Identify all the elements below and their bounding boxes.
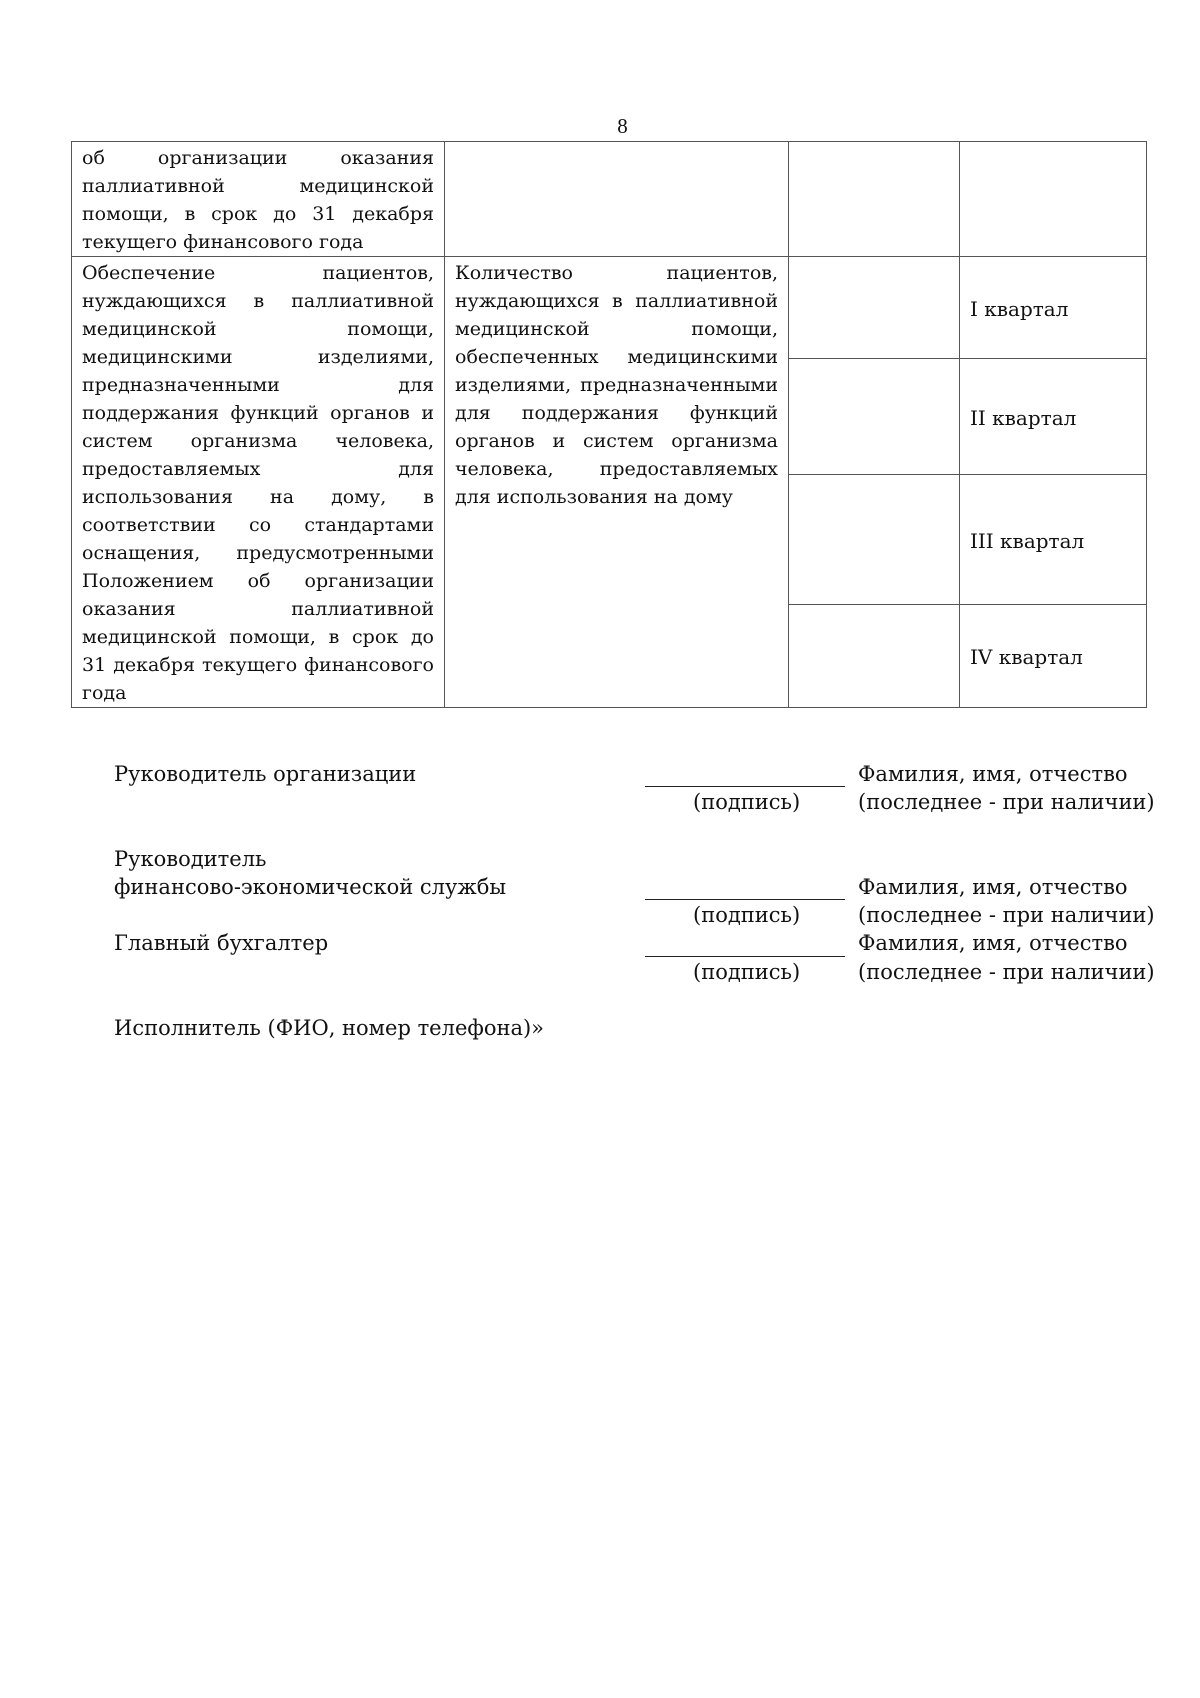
quarter-label: III квартал bbox=[960, 475, 1147, 604]
signature-caption-accountant: (подпись) bbox=[693, 960, 801, 984]
signature-label-finance-1: Руководитель bbox=[114, 847, 267, 871]
signature-line-finance bbox=[645, 899, 845, 900]
signature-line-accountant bbox=[645, 956, 845, 957]
table-cell-value bbox=[789, 604, 960, 707]
table-cell-empty bbox=[960, 142, 1147, 257]
table-cell-continuation: об организации оказания паллиативной медицинской помощи, в срок до 31 декабря текущего финансового года bbox=[72, 142, 445, 257]
fio-label-head: Фамилия, имя, отчество bbox=[858, 762, 1128, 786]
signature-caption-head: (подпись) bbox=[693, 790, 801, 814]
fio-note-head: (последнее - при наличии) bbox=[858, 790, 1155, 814]
table-cell-indicator: Количество пациентов, нуждающихся в паллиативной медицинской помощи, обеспеченных медицинскими изделиями, предназначенными для поддержания функций органов и систем организма человека, предоставляемых для использования на дому bbox=[445, 257, 789, 708]
fio-label-finance: Фамилия, имя, отчество bbox=[858, 875, 1128, 899]
table-cell-activity: Обеспечение пациентов, нуждающихся в паллиативной медицинской помощи, медицинскими изделиями, предназначенными для поддержания функций органов и систем организма человека, предоставляемых для использования на дому, в соответствии со стандартами оснащения, предусмотренными Положением об организации оказания паллиативной медицинской помощи, в срок до 31 декабря текущего финансового года bbox=[72, 257, 445, 708]
signature-caption-finance: (подпись) bbox=[693, 903, 801, 927]
signature-label-head: Руководитель организации bbox=[114, 762, 417, 786]
fio-note-finance: (последнее - при наличии) bbox=[858, 903, 1155, 927]
quarter-label: II квартал bbox=[960, 359, 1147, 475]
table-cell-empty bbox=[445, 142, 789, 257]
table-cell-empty bbox=[789, 142, 960, 257]
signature-label-finance-2: финансово-экономической службы bbox=[114, 875, 507, 899]
table-row bbox=[72, 142, 1147, 257]
signature-label-accountant: Главный бухгалтер bbox=[114, 931, 329, 955]
table-cell-value bbox=[789, 475, 960, 604]
executor-label: Исполнитель (ФИО, номер телефона)» bbox=[114, 1016, 545, 1040]
signature-line-head bbox=[645, 786, 845, 787]
table-cell-value bbox=[789, 257, 960, 359]
quarter-label: I квартал bbox=[960, 257, 1147, 359]
page-number: 8 bbox=[617, 114, 628, 138]
quarter-label: IV квартал bbox=[960, 604, 1147, 707]
table-row bbox=[72, 257, 1147, 359]
report-table bbox=[71, 141, 1147, 708]
table-cell-value bbox=[789, 359, 960, 475]
fio-label-accountant: Фамилия, имя, отчество bbox=[858, 931, 1128, 955]
fio-note-accountant: (последнее - при наличии) bbox=[858, 960, 1155, 984]
